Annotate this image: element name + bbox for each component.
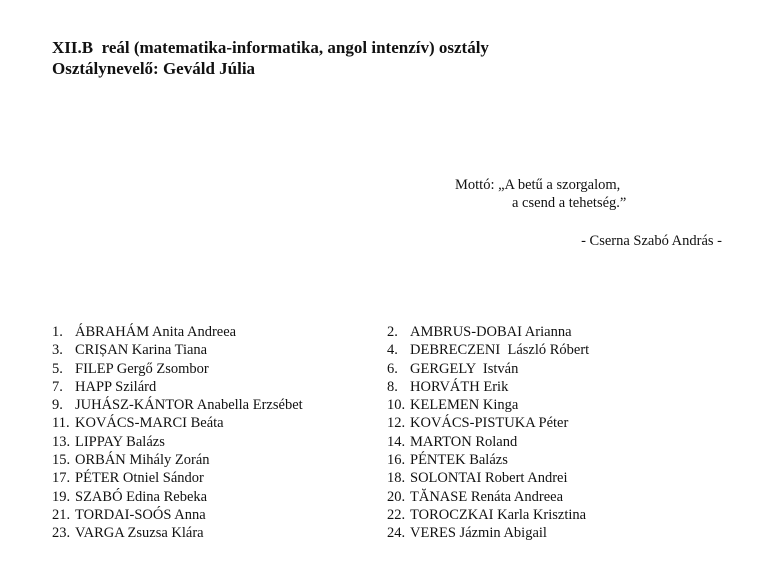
student-number: 12. bbox=[387, 415, 406, 432]
student-list-item bbox=[52, 378, 387, 396]
form-teacher: Osztálynevelő: Geváld Júlia bbox=[52, 59, 256, 78]
student-number: 15. bbox=[52, 452, 71, 469]
motto-line-2: a csend a tehetség.” bbox=[512, 195, 627, 211]
student-number: 18. bbox=[387, 470, 406, 487]
student-number: 10. bbox=[387, 397, 406, 414]
student-list-item bbox=[387, 323, 672, 341]
student-name: SOLONTAI Robert Andrei bbox=[410, 470, 568, 487]
student-name: LIPPAY Balázs bbox=[75, 433, 165, 450]
student-list-item bbox=[52, 506, 387, 524]
student-number: 3. bbox=[52, 342, 63, 359]
student-number: 23. bbox=[52, 525, 71, 542]
student-number: 19. bbox=[52, 488, 71, 505]
student-list-item bbox=[387, 396, 672, 414]
student-name: SZABÓ Edina Rebeka bbox=[75, 488, 208, 505]
student-name: MARTON Roland bbox=[410, 433, 518, 450]
student-number: 24. bbox=[387, 525, 406, 542]
student-name: JUHÁSZ-KÁNTOR Anabella Erzsébet bbox=[75, 397, 303, 414]
student-list-item bbox=[52, 414, 387, 432]
student-number: 9. bbox=[52, 397, 63, 414]
student-number: 6. bbox=[387, 360, 398, 377]
student-list-item bbox=[387, 488, 672, 506]
student-number: 11. bbox=[52, 415, 70, 432]
student-name: FILEP Gergő Zsombor bbox=[75, 360, 209, 377]
student-name: PÉTER Otniel Sándor bbox=[75, 470, 204, 487]
student-list-item bbox=[52, 433, 387, 451]
student-name: TOROCZKAI Karla Krisztina bbox=[410, 506, 587, 523]
student-list-item bbox=[387, 506, 672, 524]
student-number: 13. bbox=[52, 433, 71, 450]
student-name: AMBRUS-DOBAI Arianna bbox=[410, 324, 572, 340]
student-number: 16. bbox=[387, 452, 406, 469]
student-list-item bbox=[52, 341, 387, 359]
student-list-item bbox=[387, 451, 672, 469]
student-list-item bbox=[52, 323, 387, 341]
student-name: HORVÁTH Erik bbox=[410, 378, 509, 395]
student-list-item bbox=[387, 360, 672, 378]
student-number: 4. bbox=[387, 342, 398, 359]
motto-author: - Cserna Szabó András - bbox=[581, 233, 722, 249]
student-number: 5. bbox=[52, 360, 63, 377]
student-name: VARGA Zsuzsa Klára bbox=[75, 525, 204, 542]
student-name: DEBRECZENI László Róbert bbox=[410, 342, 590, 359]
student-list-item bbox=[387, 378, 672, 396]
student-name: TORDAI-SOÓS Anna bbox=[75, 506, 206, 523]
student-number: 14. bbox=[387, 433, 406, 450]
student-list-item bbox=[52, 360, 387, 378]
student-number: 7. bbox=[52, 378, 63, 395]
student-list-item bbox=[387, 433, 672, 451]
student-number: 22. bbox=[387, 506, 406, 523]
student-list-item bbox=[52, 451, 387, 469]
student-number: 1. bbox=[52, 324, 63, 340]
student-list-item bbox=[52, 396, 387, 414]
student-list-item bbox=[52, 524, 387, 542]
student-number: 8. bbox=[387, 378, 398, 395]
student-name: KOVÁCS-MARCI Beáta bbox=[75, 415, 224, 432]
class-title: XII.B reál (matematika-informatika, angol intenzív) osztály bbox=[52, 38, 489, 57]
student-name: ORBÁN Mihály Zorán bbox=[75, 452, 210, 469]
student-name: PÉNTEK Balázs bbox=[410, 452, 508, 469]
student-name: CRIȘAN Karina Tiana bbox=[75, 342, 208, 359]
student-list-item bbox=[387, 469, 672, 487]
student-list-item bbox=[387, 341, 672, 359]
student-list-item bbox=[52, 488, 387, 506]
student-name: VERES Jázmin Abigail bbox=[410, 525, 547, 542]
student-number: 17. bbox=[52, 470, 71, 487]
student-name: KOVÁCS-PISTUKA Péter bbox=[410, 415, 569, 432]
student-name: KELEMEN Kinga bbox=[410, 397, 519, 414]
student-number: 2. bbox=[387, 324, 398, 340]
student-roster bbox=[52, 323, 672, 543]
student-list-item bbox=[52, 469, 387, 487]
student-list-item bbox=[387, 524, 672, 542]
student-name: GERGELY István bbox=[410, 360, 519, 377]
student-number: 21. bbox=[52, 506, 71, 523]
student-name: TĂNASE Renáta Andreea bbox=[410, 488, 564, 505]
motto-line-1: Mottó: „A betű a szorgalom, bbox=[455, 177, 621, 193]
student-list-item bbox=[387, 414, 672, 432]
motto-block bbox=[455, 176, 626, 212]
student-name: ÁBRAHÁM Anita Andreea bbox=[75, 324, 237, 340]
student-name: HAPP Szilárd bbox=[75, 378, 157, 395]
student-number: 20. bbox=[387, 488, 406, 505]
document-header bbox=[52, 37, 489, 79]
